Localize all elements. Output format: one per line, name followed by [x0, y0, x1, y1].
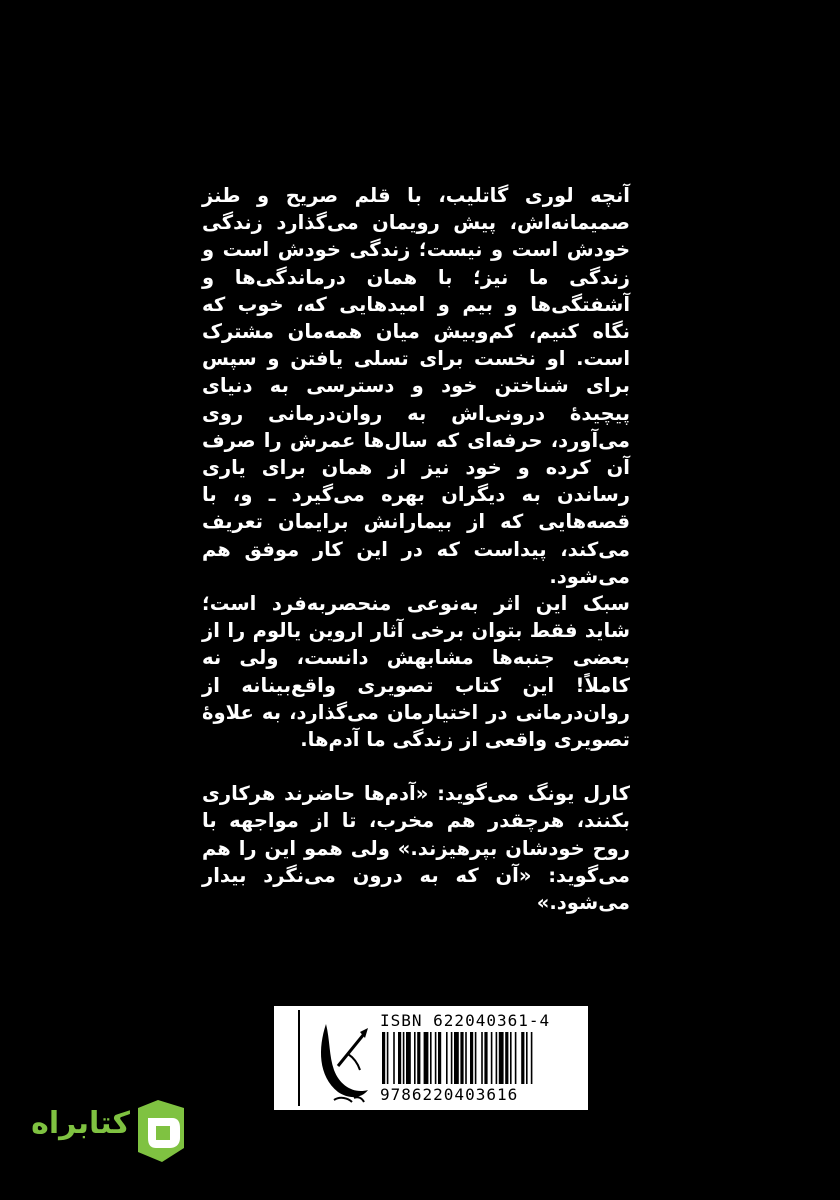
- blurb-paragraph-2: سبک این اثر به‌نوعی منحصربه‌فرد است؛ شاید فقط بتوان برخی آثار اروین یالوم را از بعضی جنبه‌ها مشابهش دانست، ولی نه کاملاً! این کتاب تصویری واقع‌بینانه از روان‌درمانی در اختیارمان می‌گذارد، به علاوهٔ تصویری واقعی از زندگی ما آدم‌ها.: [202, 592, 630, 752]
- publisher-logo-icon: [304, 1014, 378, 1106]
- ketabrah-book-icon: [132, 1098, 190, 1164]
- ketabrah-watermark: [31, 1098, 190, 1164]
- jung-quote-paragraph: کارل یونگ می‌گوید: «آدم‌ها حاضرند هرکاری بکنند، هرچقدر هم مخرب، تا از مواجهه با روح خودشان بپرهیزند.» ولی همو این را هم می‌گوید: «آن که به درون می‌نگرد بیدار می‌شود.»: [202, 782, 630, 915]
- isbn-label: ISBN 622040361-4: [380, 1011, 551, 1030]
- barcode-bars: [382, 1032, 582, 1084]
- back-cover-text: [202, 182, 630, 916]
- barcode-digits: 9786220403616: [380, 1085, 519, 1104]
- isbn-barcode-card: [274, 1006, 588, 1110]
- card-divider: [298, 1010, 300, 1106]
- blurb-paragraph-1: آنچه لوری گاتلیب، با قلم صریح و طنز صمیمانه‌اش، پیش رویمان می‌گذارد زندگی خودش است و نیست؛ زندگی خودش است و زندگی ما نیز؛ با همان درماندگی‌ها و آشفتگی‌ها و بیم و امیدهایی که، خوب که نگاه کنیم، کم‌وبیش میان همه‌مان مشترک است. او نخست برای تسلی یافتن و سپس برای شناختن خود و دسترسی به دنیای پیچیدهٔ درونی‌اش به روان‌درمانی روی می‌آورد، حرفه‌ای که سال‌ها عمرش را صرف آن کرده و خود نیز از همان برای یاری رساندن به دیگران بهره می‌گیرد ـ و، با قصه‌هایی که از بیمارانش برایمان تعریف می‌کند، پیداست که در این کار موفق هم می‌شود.: [202, 184, 630, 588]
- brand-name: کتابراه: [31, 1106, 130, 1141]
